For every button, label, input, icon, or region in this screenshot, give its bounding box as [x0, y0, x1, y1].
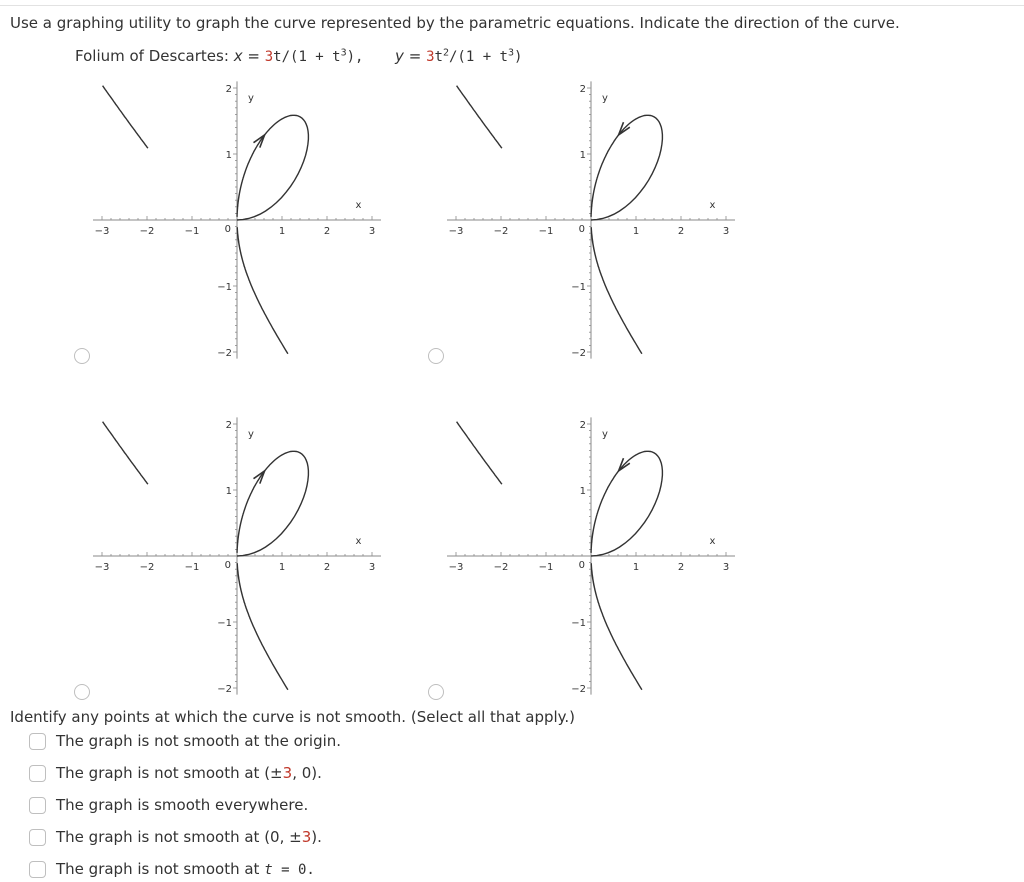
equation-name: Folium of Descartes:: [75, 47, 229, 65]
graph-option-b: [449, 80, 739, 360]
y-tick-label: 2: [579, 420, 586, 431]
y-axis-label: y: [248, 93, 254, 105]
x-tick-label: −3: [94, 226, 110, 237]
x-axis-label: x: [355, 200, 362, 211]
x-tick-label: 1: [632, 562, 640, 573]
y-tick-label: −1: [217, 618, 232, 629]
x-tick-label: −3: [448, 226, 464, 237]
y-tick-label: −2: [571, 348, 586, 359]
smoothness-question: Identify any points at which the curve is not smooth. (Select all that apply.): [10, 708, 576, 726]
y-tick-label: 1: [579, 150, 586, 161]
y-expression: $3t^2/(1 + t^3)$: [426, 47, 523, 65]
choice-pm3-0[interactable]: [29, 762, 322, 784]
curve-loop: [237, 115, 308, 220]
choice-0-pm3-label: The graph is not smooth at (0, ±3).: [56, 828, 322, 846]
x-tick-label: −3: [94, 562, 110, 573]
x-tick-label: 3: [368, 562, 376, 573]
y-tick-label: −2: [217, 684, 232, 695]
curve-left-branch: [591, 227, 642, 354]
y-tick-label: 1: [225, 150, 232, 161]
y-variable: y: [395, 47, 404, 65]
curve-loop: [591, 115, 662, 220]
instruction-text: Use a graphing utility to graph the curve represented by the parametric equations. Indicate the direction of the curve.: [10, 14, 900, 32]
choice-t-zero-label: The graph is not smooth at t = 0.: [56, 860, 315, 878]
choice-origin[interactable]: [29, 730, 341, 752]
curve-lower-branch: [457, 86, 502, 149]
choice-origin-label: The graph is not smooth at the origin.: [56, 732, 342, 750]
y-tick-label: 2: [225, 420, 232, 431]
x-tick-label: 3: [368, 226, 376, 237]
x-axis-label: x: [709, 536, 716, 547]
origin-label: 0: [578, 560, 585, 571]
x-tick-label: 2: [677, 226, 685, 237]
x-tick-label: −2: [139, 226, 155, 237]
choice-t-zero[interactable]: [29, 858, 315, 880]
origin-label: 0: [578, 224, 585, 235]
curve-loop: [237, 451, 308, 556]
x-tick-label: −2: [139, 562, 155, 573]
y-axis-label: y: [602, 429, 608, 441]
choice-smooth-everywhere-checkbox[interactable]: [29, 797, 46, 814]
direction-arrow-loop: [254, 471, 265, 484]
y-tick-label: 2: [225, 84, 232, 95]
origin-label: 0: [224, 224, 231, 235]
direction-arrow-loop: [254, 135, 265, 148]
curve-lower-branch: [103, 86, 148, 149]
choice-pm3-0-label: The graph is not smooth at (±3, 0).: [56, 764, 322, 782]
curve-lower-branch: [103, 422, 148, 485]
equals-sign-y: =: [408, 47, 422, 65]
x-tick-label: 3: [722, 562, 730, 573]
x-tick-label: 1: [632, 226, 640, 237]
equals-sign-x: =: [247, 47, 260, 65]
x-tick-label: −3: [448, 562, 464, 573]
x-axis-label: x: [709, 200, 716, 211]
x-tick-label: 1: [278, 226, 286, 237]
curve-left-branch: [591, 563, 642, 690]
y-axis-label: y: [602, 93, 608, 105]
graph-option-c: [95, 416, 385, 696]
y-tick-label: −1: [217, 282, 232, 293]
x-tick-label: −1: [538, 226, 554, 237]
choice-0-pm3-checkbox[interactable]: [29, 829, 46, 846]
x-tick-label: −2: [493, 562, 509, 573]
x-tick-label: 2: [323, 226, 331, 237]
origin-label: 0: [224, 560, 231, 571]
x-tick-label: 2: [677, 562, 685, 573]
choice-smooth-everywhere[interactable]: [29, 794, 308, 816]
curve-left-branch: [237, 563, 288, 690]
graph-option-b-radio[interactable]: [428, 348, 444, 364]
choice-pm3-0-checkbox[interactable]: [29, 765, 46, 782]
x-tick-label: −2: [493, 226, 509, 237]
graph-option-c-radio[interactable]: [74, 684, 90, 700]
x-variable: x: [233, 47, 243, 65]
x-tick-label: −1: [184, 562, 200, 573]
x-tick-label: 1: [278, 562, 286, 573]
curve-lower-branch: [457, 422, 502, 485]
choice-smooth-everywhere-label: The graph is smooth everywhere.: [56, 796, 309, 814]
y-axis-label: y: [248, 429, 254, 441]
x-tick-label: −1: [184, 226, 200, 237]
y-tick-label: −1: [571, 282, 586, 293]
y-tick-label: 1: [225, 486, 232, 497]
curve-loop: [591, 451, 662, 556]
choice-0-pm3[interactable]: [29, 826, 322, 848]
y-tick-label: −1: [571, 618, 586, 629]
x-tick-label: 2: [323, 562, 331, 573]
graph-option-a: [95, 80, 385, 360]
x-axis-label: x: [355, 536, 362, 547]
y-tick-label: −2: [571, 684, 586, 695]
y-tick-label: 1: [579, 486, 586, 497]
curve-left-branch: [237, 227, 288, 354]
top-divider: [0, 5, 1024, 6]
x-expression: $3t/(1 + t^3)$,: [264, 47, 364, 65]
choice-t-zero-checkbox[interactable]: [29, 861, 46, 878]
graph-option-d: [449, 416, 739, 696]
y-tick-label: −2: [217, 348, 232, 359]
equation-line: [75, 47, 522, 65]
x-tick-label: 3: [722, 226, 730, 237]
x-tick-label: −1: [538, 562, 554, 573]
y-tick-label: 2: [579, 84, 586, 95]
graph-option-d-radio[interactable]: [428, 684, 444, 700]
choice-origin-checkbox[interactable]: [29, 733, 46, 750]
graph-option-a-radio[interactable]: [74, 348, 90, 364]
